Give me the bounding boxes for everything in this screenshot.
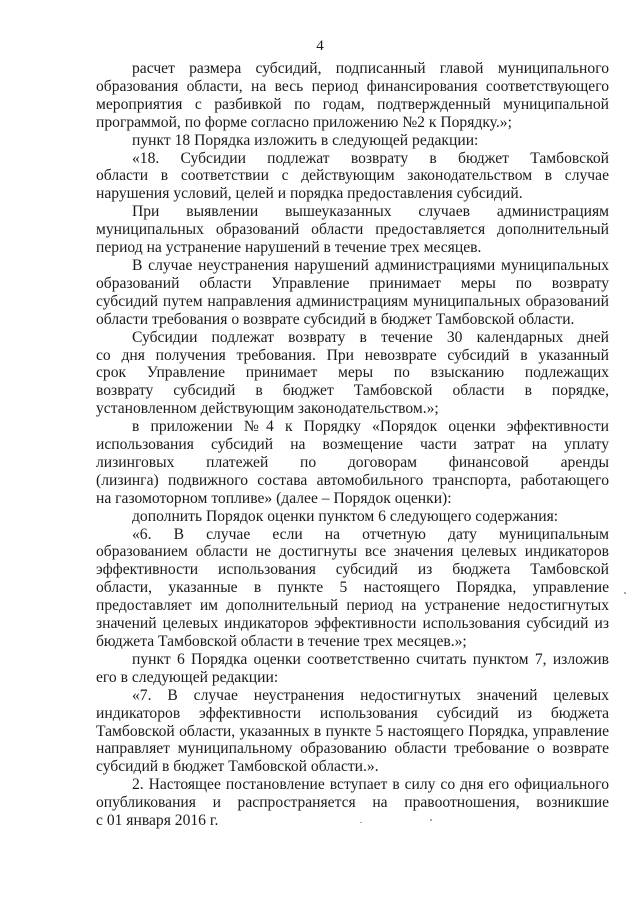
- text-line: дополнить Порядок оценки пунктом 6 следующего содержания:: [132, 507, 559, 525]
- text-line: Тамбовской области, указанных в пункте 5 настоящего Порядка, управление: [96, 722, 609, 740]
- text-line: программой, по форме согласно приложению №2 к Порядку.»;: [96, 113, 512, 131]
- text-line: (лизинга) подвижного состава автомобильного транспорта, работающего: [96, 471, 609, 489]
- text-line: образования области, на весь период финансирования соответствующего: [96, 77, 609, 95]
- text-line: мероприятия с разбивкой по годам, подтвержденный муниципальной: [96, 95, 609, 113]
- text-line: индикаторов эффективности использования субсидий из бюджета: [96, 704, 609, 722]
- text-line: использования субсидий на возмещение части затрат на уплату: [96, 436, 609, 454]
- text-line: возврату субсидий в бюджет Тамбовской области в порядке,: [96, 382, 609, 400]
- text-line: в приложении №4 к Порядку «Порядок оценки эффективности: [132, 418, 609, 436]
- text-line: предоставляет им дополнительный период на устранение недостигнутых: [96, 597, 609, 615]
- text-line: бюджета Тамбовской области в течение трех месяцев.»;: [96, 633, 467, 650]
- text-line: направляет муниципальному образованию области требование о возврате: [96, 740, 609, 758]
- text-line: значений целевых индикаторов эффективности использования субсидий из: [96, 615, 609, 633]
- text-line: Субсидии подлежат возврату в течение 30 календарных дней: [132, 328, 609, 346]
- text-line: 2. Настоящее постановление вступает в силу со дня его официального: [132, 776, 609, 794]
- text-line: муниципальных образований области предоставляется дополнительный: [96, 221, 609, 239]
- text-line: субсидий путем направления администрациям муниципальных образований: [96, 292, 609, 310]
- text-line: на газомоторном топливе» (далее – Порядок оценки):: [96, 489, 452, 507]
- text-line: области в соответствии с действующим законодательством в случае: [96, 167, 609, 185]
- text-line: с 01 января 2016 г.: [96, 812, 219, 830]
- text-line: области требования о возврате субсидий в бюджет Тамбовской области.: [96, 310, 575, 328]
- scan-speck: [430, 819, 432, 821]
- text-line: образований области Управление принимает меры по возврату: [96, 274, 609, 292]
- text-line: пункт 6 Порядка оценки соответственно считать пунктом 7, изложив: [132, 650, 609, 668]
- text-line: области, указанные в пункте 5 настоящего Порядка, управление: [96, 579, 609, 597]
- page-number: 4: [316, 38, 324, 54]
- text-line: установленном действующим законодательством.»;: [96, 400, 439, 418]
- text-line: опубликования и распространяется на правоотношения, возникшие: [96, 794, 609, 812]
- scan-speck: [624, 592, 626, 594]
- text-line: образованием области не достигнуты все значения целевых индикаторов: [96, 543, 609, 561]
- text-line: эффективности использования субсидий из бюджета Тамбовской: [96, 561, 609, 579]
- text-line: «18. Субсидии подлежат возврату в бюджет Тамбовской: [132, 149, 609, 167]
- scan-speck: [360, 822, 362, 823]
- text-line: со дня получения требования. При невозврате субсидий в указанный: [96, 346, 609, 364]
- text-line: срок Управление принимает меры по взысканию подлежащих: [96, 364, 609, 382]
- text-line: расчет размера субсидий, подписанный главой муниципального: [132, 60, 609, 77]
- text-line: «7. В случае неустранения недостигнутых значений целевых: [132, 686, 609, 704]
- text-line: В случае неустранения нарушений администрациями муниципальных: [132, 256, 609, 274]
- text-line: его в следующей редакции:: [96, 668, 279, 686]
- text-line: лизинговых платежей по договорам финансовой аренды: [96, 453, 609, 471]
- text-line: При выявлении вышеуказанных случаев администрациям: [132, 203, 609, 221]
- text-line: пункт 18 Порядка изложить в следующей редакции:: [132, 131, 479, 149]
- text-line: период на устранение нарушений в течение трех месяцев.: [96, 239, 482, 257]
- text-line: нарушения условий, целей и порядка предоставления субсидий.: [96, 185, 523, 203]
- document-body: [96, 60, 609, 830]
- text-line: субсидий в бюджет Тамбовской области.».: [96, 758, 379, 776]
- text-line: «6. В случае если на отчетную дату муниципальным: [132, 525, 609, 543]
